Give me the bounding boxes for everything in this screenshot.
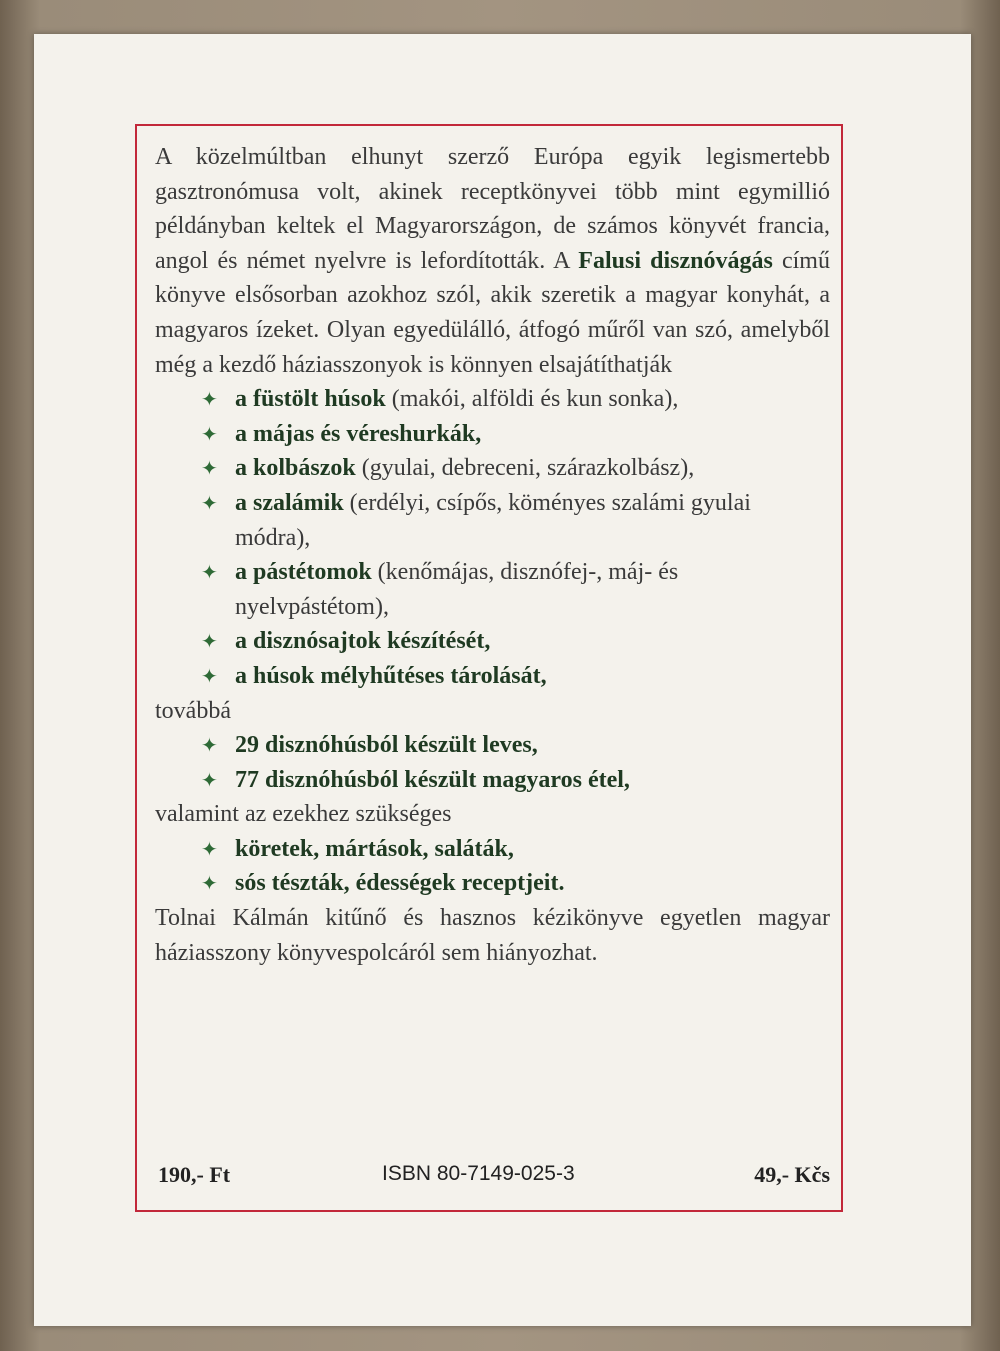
list-item: ✦ a füstölt húsok (makói, alföldi és kun sonka), — [155, 382, 830, 417]
four-point-star-icon: ✦ — [201, 421, 218, 446]
footer — [158, 1162, 830, 1196]
four-point-star-icon: ✦ — [201, 629, 218, 654]
list-item: ✦ a pástétomok (kenőmájas, disznófej-, máj- és nyelvpástétom), — [155, 555, 830, 624]
intro-text-b: című könyve elsősorban azokhoz szól, akik szeretik a magyar konyhát, a magyaros ízeket. Olyan egyedülálló, átfogó műről van szó, amelyből még a kezdő háziasszonyok is könnyen elsajátíthatják — [155, 247, 830, 378]
soup-dish-list — [155, 728, 830, 797]
list-item: ✦ a disznósajtok készítését, — [155, 624, 830, 659]
price-koruna: 49,- Kčs — [754, 1162, 830, 1187]
list-item: ✦ sós tészták, édességek receptjeit. — [155, 866, 830, 901]
four-point-star-icon: ✦ — [201, 663, 218, 688]
list-item: ✦ a kolbászok (gyulai, debreceni, szárazkolbász), — [155, 451, 830, 486]
list-item: ✦ a húsok mélyhűtéses tárolását, — [155, 659, 830, 694]
intro-paragraph — [155, 140, 830, 382]
list-item: ✦ 29 disznóhúsból készült leves, — [155, 728, 830, 763]
list-item: ✦ a májas és véreshurkák, — [155, 417, 830, 452]
four-point-star-icon: ✦ — [201, 490, 218, 515]
list-item: ✦ 77 disznóhúsból készült magyaros étel, — [155, 763, 830, 798]
extras-list — [155, 832, 830, 901]
four-point-star-icon: ✦ — [201, 733, 218, 758]
blurb — [155, 140, 830, 970]
intro-text-a: A közelmúltban elhunyt szerző Európa egyik legismertebb gasztronómusa volt, akinek receptkönyvei több mint egymillió példányban keltek el Magyarországon, de számos könyvét francia, angol és német nyelvre is lefordították. A — [155, 144, 830, 274]
book-title: Falusi disznóvágás — [578, 247, 773, 274]
price-forint: 190,- Ft — [158, 1162, 231, 1187]
four-point-star-icon: ✦ — [201, 836, 218, 861]
list-item: ✦ a szalámik (erdélyi, csípős, köményes szalámi gyulai módra), — [155, 486, 830, 555]
valamint-text: valamint az ezekhez szükséges — [155, 801, 452, 828]
four-point-star-icon: ✦ — [201, 456, 218, 481]
four-point-star-icon: ✦ — [201, 387, 218, 412]
closing-paragraph: Tolnai Kálmán kitűnő és hasznos kézikönyve egyetlen magyar háziasszony könyvespolcáról sem hiányozhat. — [155, 905, 830, 966]
isbn: ISBN 80-7149-025-3 — [382, 1162, 575, 1185]
four-point-star-icon: ✦ — [201, 871, 218, 896]
tovabba-text: továbbá — [155, 697, 231, 724]
topic-list — [155, 382, 830, 693]
four-point-star-icon: ✦ — [201, 767, 218, 792]
list-item: ✦ köretek, mártások, saláták, — [155, 832, 830, 867]
four-point-star-icon: ✦ — [201, 560, 218, 585]
